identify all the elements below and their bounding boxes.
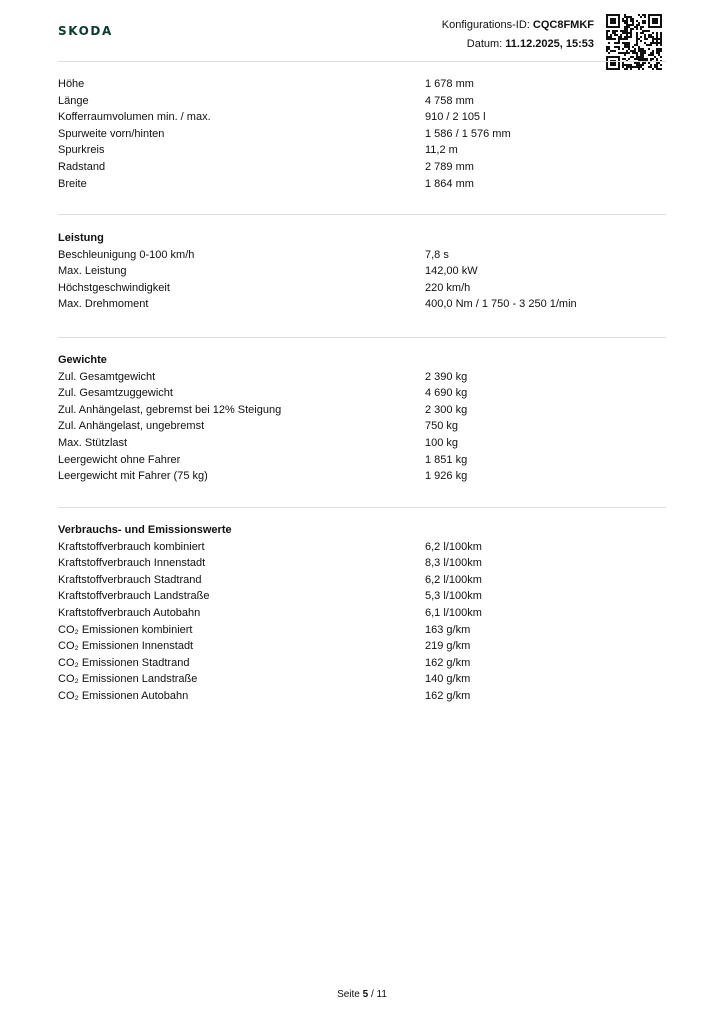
page-total: 11	[376, 989, 387, 1000]
spec-label: Kraftstoffverbrauch Stadtrand	[58, 573, 202, 586]
spec-value: 100 kg	[425, 436, 459, 449]
page-current: 5	[362, 989, 369, 1000]
document-meta	[442, 16, 594, 54]
spec-value: 220 km/h	[425, 281, 471, 294]
spec-value: 6,2 l/100km	[425, 540, 482, 553]
spec-value: 910 / 2 105 l	[425, 111, 486, 124]
skoda-logo: SKODA	[58, 24, 113, 38]
spec-row	[58, 655, 666, 672]
spec-row	[58, 418, 666, 435]
spec-row	[58, 605, 666, 622]
page-number	[0, 989, 724, 1000]
spec-label: CO₂ Emissionen kombiniert	[58, 623, 193, 636]
spec-label: Zul. Gesamtzuggewicht	[58, 387, 173, 400]
spec-label: Zul. Anhängelast, ungebremst	[58, 420, 205, 433]
section-dimensions	[58, 76, 666, 192]
section-leistung	[58, 230, 666, 313]
spec-label: CO₂ Emissionen Autobahn	[58, 689, 189, 702]
spec-value: 7,8 s	[425, 248, 449, 261]
spec-value: 1 586 / 1 576 mm	[425, 127, 511, 140]
spec-row	[58, 638, 666, 655]
spec-value: 2 300 kg	[425, 403, 468, 416]
spec-label: Spurweite vorn/hinten	[58, 127, 165, 140]
spec-value: 1 678 mm	[425, 78, 474, 90]
divider	[58, 337, 666, 338]
spec-label: Kraftstoffverbrauch kombiniert	[58, 540, 205, 553]
spec-value: 6,2 l/100km	[425, 573, 482, 586]
spec-row	[58, 176, 666, 193]
spec-value: 11,2 m	[425, 144, 458, 157]
config-id-label: Konfigurations-ID:	[441, 19, 530, 31]
spec-label: Kraftstoffverbrauch Innenstadt	[58, 557, 206, 570]
spec-value: 162 g/km	[425, 689, 471, 702]
spec-value: 6,1 l/100km	[425, 606, 482, 619]
spec-label: Zul. Gesamtgewicht	[58, 370, 156, 383]
spec-value: 1 851 kg	[425, 453, 468, 466]
spec-row	[58, 539, 666, 556]
spec-value: 5,3 l/100km	[425, 590, 482, 603]
spec-row	[58, 142, 666, 159]
spec-value: 163 g/km	[425, 623, 471, 636]
page-label: Seite	[337, 989, 360, 1000]
spec-row	[58, 159, 666, 176]
spec-value: 142,00 kW	[425, 265, 478, 278]
spec-row	[58, 385, 666, 402]
spec-value: 2 789 mm	[425, 160, 474, 173]
spec-row	[58, 435, 666, 452]
spec-row	[58, 247, 666, 264]
spec-row	[58, 622, 666, 639]
spec-value: 219 g/km	[425, 640, 471, 653]
spec-value: 8,3 l/100km	[425, 557, 482, 570]
spec-label: Zul. Anhängelast, gebremst bei 12% Steigung	[58, 403, 282, 416]
spec-label: Spurkreis	[58, 144, 105, 157]
spec-row	[58, 296, 666, 313]
spec-row	[58, 572, 666, 589]
spec-label: Breite	[58, 177, 87, 190]
spec-value: 140 g/km	[425, 673, 471, 686]
spec-row	[58, 452, 666, 469]
page-separator: /	[370, 989, 374, 1000]
date-label: Datum:	[466, 38, 503, 50]
spec-label: Höchstgeschwindigkeit	[58, 281, 170, 294]
spec-row	[58, 402, 666, 419]
spec-row	[58, 555, 666, 572]
spec-value: 4 758 mm	[425, 94, 474, 107]
date-value: 11.12.2025, 15:53	[505, 38, 594, 50]
spec-label: Leergewicht mit Fahrer (75 kg)	[58, 470, 208, 483]
section-title: Verbrauchs- und Emissionswerte	[58, 524, 232, 536]
divider	[58, 507, 666, 508]
spec-row	[58, 671, 666, 688]
section-title: Leistung	[58, 232, 104, 244]
spec-row	[58, 688, 666, 705]
spec-row	[58, 109, 666, 126]
spec-row	[58, 93, 666, 110]
spec-row	[58, 263, 666, 280]
section-title: Gewichte	[58, 354, 107, 366]
spec-value: 1 864 mm	[425, 177, 474, 190]
spec-label: Höhe	[58, 78, 85, 90]
spec-label: CO₂ Emissionen Landstraße	[58, 673, 198, 686]
spec-value: 162 g/km	[425, 656, 471, 669]
spec-value: 1 926 kg	[425, 470, 468, 483]
section-gewichte	[58, 352, 666, 485]
spec-label: CO₂ Emissionen Innenstadt	[58, 640, 194, 653]
spec-label: Länge	[58, 94, 89, 107]
spec-label: Leergewicht ohne Fahrer	[58, 453, 181, 466]
config-id-value: CQC8FMKF	[532, 19, 594, 31]
spec-label: Radstand	[58, 160, 106, 173]
spec-label: Beschleunigung 0-100 km/h	[58, 248, 195, 261]
spec-label: Max. Leistung	[58, 265, 127, 278]
spec-label: Max. Stützlast	[58, 436, 128, 449]
spec-label: CO₂ Emissionen Stadtrand	[58, 656, 190, 669]
spec-row	[58, 280, 666, 297]
config-id-row	[442, 16, 594, 35]
spec-label: Kofferraumvolumen min. / max.	[58, 111, 211, 124]
spec-value: 750 kg	[425, 420, 459, 433]
spec-value: 400,0 Nm / 1 750 - 3 250 1/min	[425, 298, 577, 311]
divider	[58, 61, 666, 62]
date-row	[442, 35, 594, 54]
spec-row	[58, 126, 666, 143]
spec-label: Kraftstoffverbrauch Landstraße	[58, 590, 210, 603]
spec-label: Kraftstoffverbrauch Autobahn	[58, 606, 201, 619]
divider	[58, 214, 666, 215]
spec-row	[58, 468, 666, 485]
spec-row	[58, 76, 666, 93]
spec-row	[58, 588, 666, 605]
spec-row	[58, 369, 666, 386]
section-verbrauch-emissionen	[58, 522, 666, 705]
spec-value: 4 690 kg	[425, 387, 468, 400]
spec-value: 2 390 kg	[425, 370, 468, 383]
spec-label: Max. Drehmoment	[58, 298, 149, 311]
